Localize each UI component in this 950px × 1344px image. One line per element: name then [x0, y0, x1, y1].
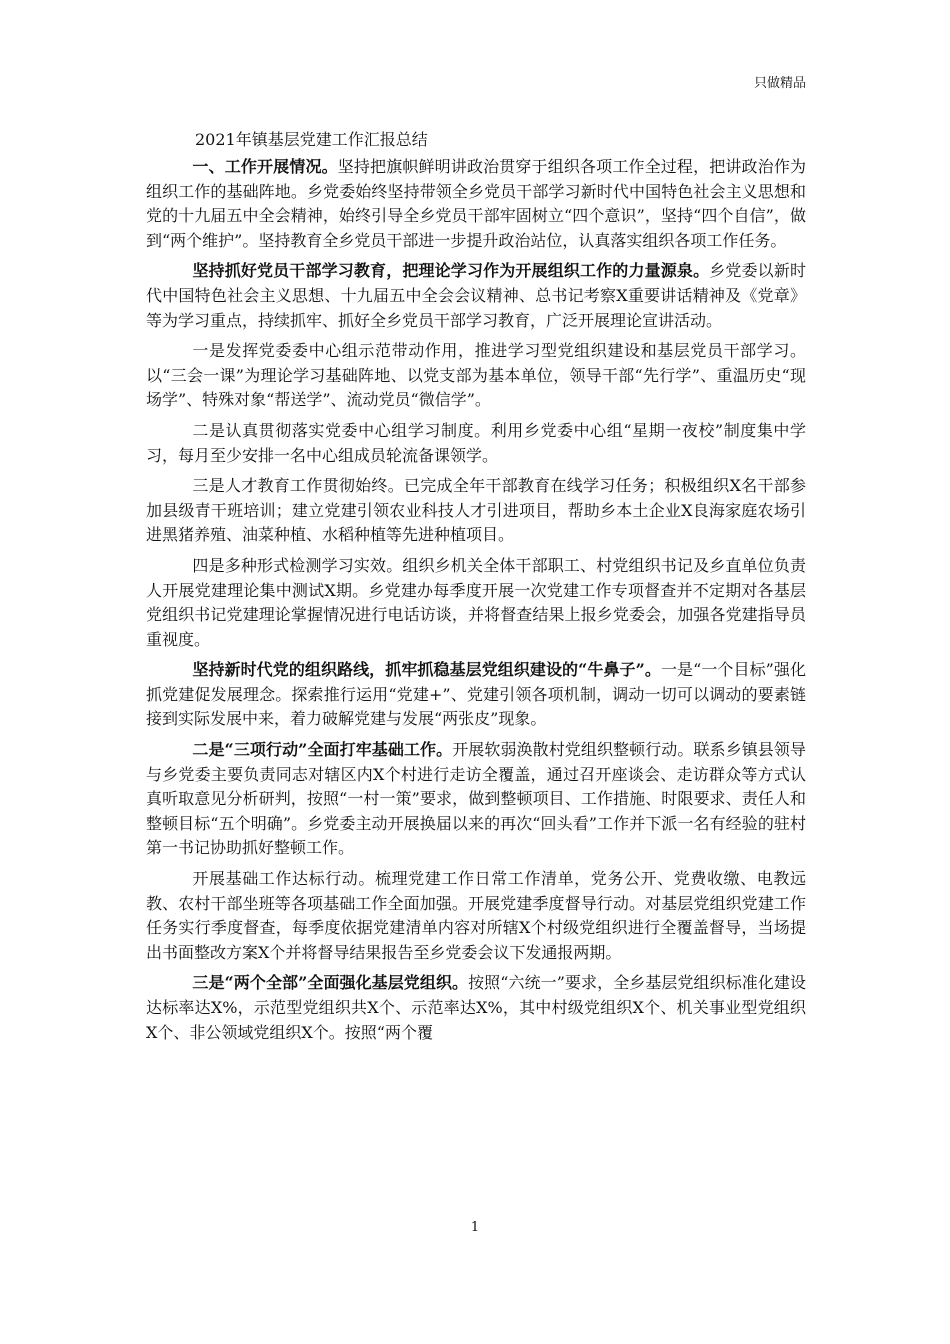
paragraph-text: 三是人才教育工作贯彻始终。已完成全年干部教育在线学习任务；积极组织X名干部参加县级青干班培训；建立党建引领农业科技人才引进项目，帮助乡本土企业X良海家庭农场引进黑猪养殖、油菜种植、水稻种植等先进种植项目。	[146, 476, 806, 545]
paragraph	[146, 474, 806, 548]
paragraph	[146, 738, 806, 861]
paragraph	[146, 259, 806, 333]
paragraph-lead: 一、工作开展情况。	[192, 157, 338, 176]
paragraph-text: 一是“一个目标”强化抓党建促发展理念。探索推行运用“党建+”、党建引领各项机制，调动一切可以调动的要素链接到实际发展中来，着力破解党建与发展“两张皮”现象。	[146, 660, 806, 729]
paragraph-text: 开展基础工作达标行动。梳理党建工作日常工作清单，党务公开、党费收缴、电教远教、农村干部坐班等各项基础工作全面加强。开展党建季度督导行动。对基层党组织党建工作任务实行季度督查，每季度依据党建清单内容对所辖X个村级党组织进行全覆盖督导，当场提出书面整改方案X个并将督导结果报告至乡党委会议下发通报两期。	[146, 869, 806, 962]
paragraph	[146, 155, 806, 253]
paragraph-lead: 三是“两个全部”全面强化基层党组织。	[192, 973, 469, 993]
paragraph-text: 按照“六统一”要求，全乡基层党组织标准化建设达标率达X%，示范型党组织共X个、示范率达X%，其中村级党组织X个、机关事业型党组织X个、非公领域党组织X个。按照“两个覆	[146, 973, 806, 1042]
paragraph	[146, 971, 806, 1045]
paragraph-text: 坚持把旗帜鲜明讲政治贯穿于组织各项工作全过程，把讲政治作为组织工作的基础阵地。乡党委始终坚持带领全乡党员干部学习新时代中国特色社会主义思想和党的十九届五中全会精神，始终引导全乡党员干部牢固树立“四个意识”，坚持“四个自信”，做到“两个维护”。坚持教育全乡党员干部进一步提升政治站位，认真落实组织各项工作任务。	[146, 157, 806, 250]
paragraph-lead: 坚持抓好党员干部学习教育，把理论学习作为开展组织工作的力量源泉。	[192, 261, 710, 281]
paragraph	[146, 419, 806, 468]
paragraph-lead: 二是“三项行动”全面打牢基础工作。	[192, 740, 453, 760]
page-number: 1	[470, 1220, 480, 1235]
paragraph-text: 四是多种形式检测学习实效。组织乡机关全体干部职工、村党组织书记及乡直单位负责人开展党建理论集中测试X期。乡党建办每季度开展一次党建工作专项督查并不定期对各基层党组织书记党建理论掌握情况进行电话访谈，并将督查结果上报乡党委会，加强各党建指导员重视度。	[146, 555, 806, 649]
paragraph-lead: 坚持新时代党的组织路线，抓牢抓稳基层党组织建设的“牛鼻子”。	[192, 660, 661, 680]
paragraph	[146, 658, 806, 732]
paragraph	[146, 867, 806, 965]
paragraph-text: 乡党委以新时代中国特色社会主义思想、十九届五中全会会议精神、总书记考察X重要讲话精神及《党章》等为学习重点，持续抓牢、抓好全乡党员干部学习教育，广泛开展理论宣讲活动。	[146, 261, 806, 330]
paragraph	[146, 554, 806, 652]
paragraph-text: 一是发挥党委委中心组示范带动作用，推进学习型党组织建设和基层党员干部学习。以“三会一课”为理论学习基础阵地、以党支部为基本单位，领导干部“先行学”、重温历史“现场学”、特殊对象“帮送学”、流动党员“微信学”。	[146, 341, 806, 410]
page-header-text: 只做精品	[753, 76, 806, 91]
paragraph	[146, 339, 806, 413]
document-body	[146, 127, 806, 1051]
document-title: 2021年镇基层党建工作汇报总结	[195, 130, 428, 149]
paragraph-text: 二是认真贯彻落实党委中心组学习制度。利用乡党委中心组“星期一夜校”制度集中学习，每月至少安排一名中心组成员轮流备课领学。	[146, 420, 806, 465]
paragraph-text: 开展软弱涣散村党组织整顿行动。联系乡镇县领导与乡党委主要负责同志对辖区内X个村进行走访全覆盖，通过召开座谈会、走访群众等方式认真听取意见分析研判，按照“一村一策”要求，做到整顿项目、工作措施、时限要求、责任人和整顿目标“五个明确”。乡党委主动开展换届以来的再次“回头看”工作并下派一名有经验的驻村第一书记协助抓好整顿工作。	[146, 740, 806, 858]
